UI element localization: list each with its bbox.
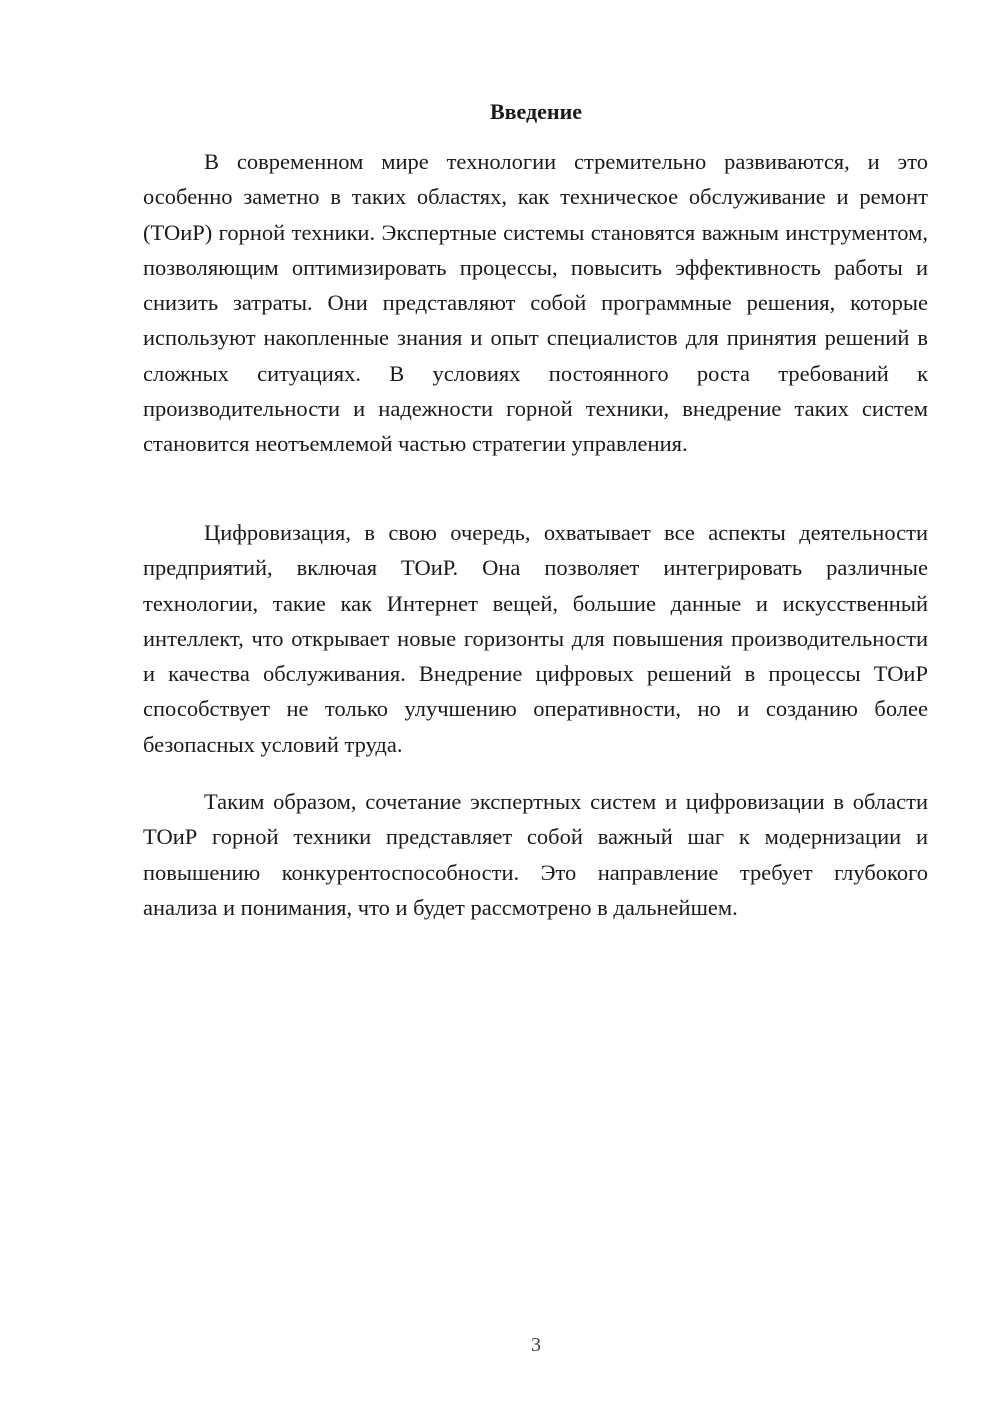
paragraph-3: Таким образом, сочетание экспертных систем и цифровизации в области ТОиР горной техники представляет собой важный шаг к модернизации и повышению конкурентоспособности. Это направление требует глубокого анализа и понимания, что и будет рассмотрено в дальнейшем. xyxy=(143,789,928,920)
paragraph-2: Цифровизация, в свою очередь, охватывает все аспекты деятельности предприятий, включая ТОиР. Она позволяет интегрировать различные технологии, такие как Интернет вещей, большие данные и искусственный интеллект, что открывает новые горизонты для повышения производительности и качества обслуживания. Внедрение цифровых решений в процессы ТОиР способствует не только улучшению оперативности, но и созданию более безопасных условий труда. xyxy=(143,520,928,757)
section-title: Введение xyxy=(489,99,583,124)
paragraph-1: В современном мире технологии стремительно развиваются, и это особенно заметно в таких областях, как техническое обслуживание и ремонт (ТОиР) горной техники. Экспертные системы становятся важным инструментом, позволяющим оптимизировать процессы, повысить эффективность работы и снизить затраты. Они представляют собой программные решения, которые используют накопленные знания и опыт специалистов для принятия решений в сложных ситуациях. В условиях постоянного роста требований к производительности и надежности горной техники, внедрение таких систем становится неотъемлемой частью стратегии управления. xyxy=(143,149,928,457)
page-number: 3 xyxy=(531,1334,541,1356)
